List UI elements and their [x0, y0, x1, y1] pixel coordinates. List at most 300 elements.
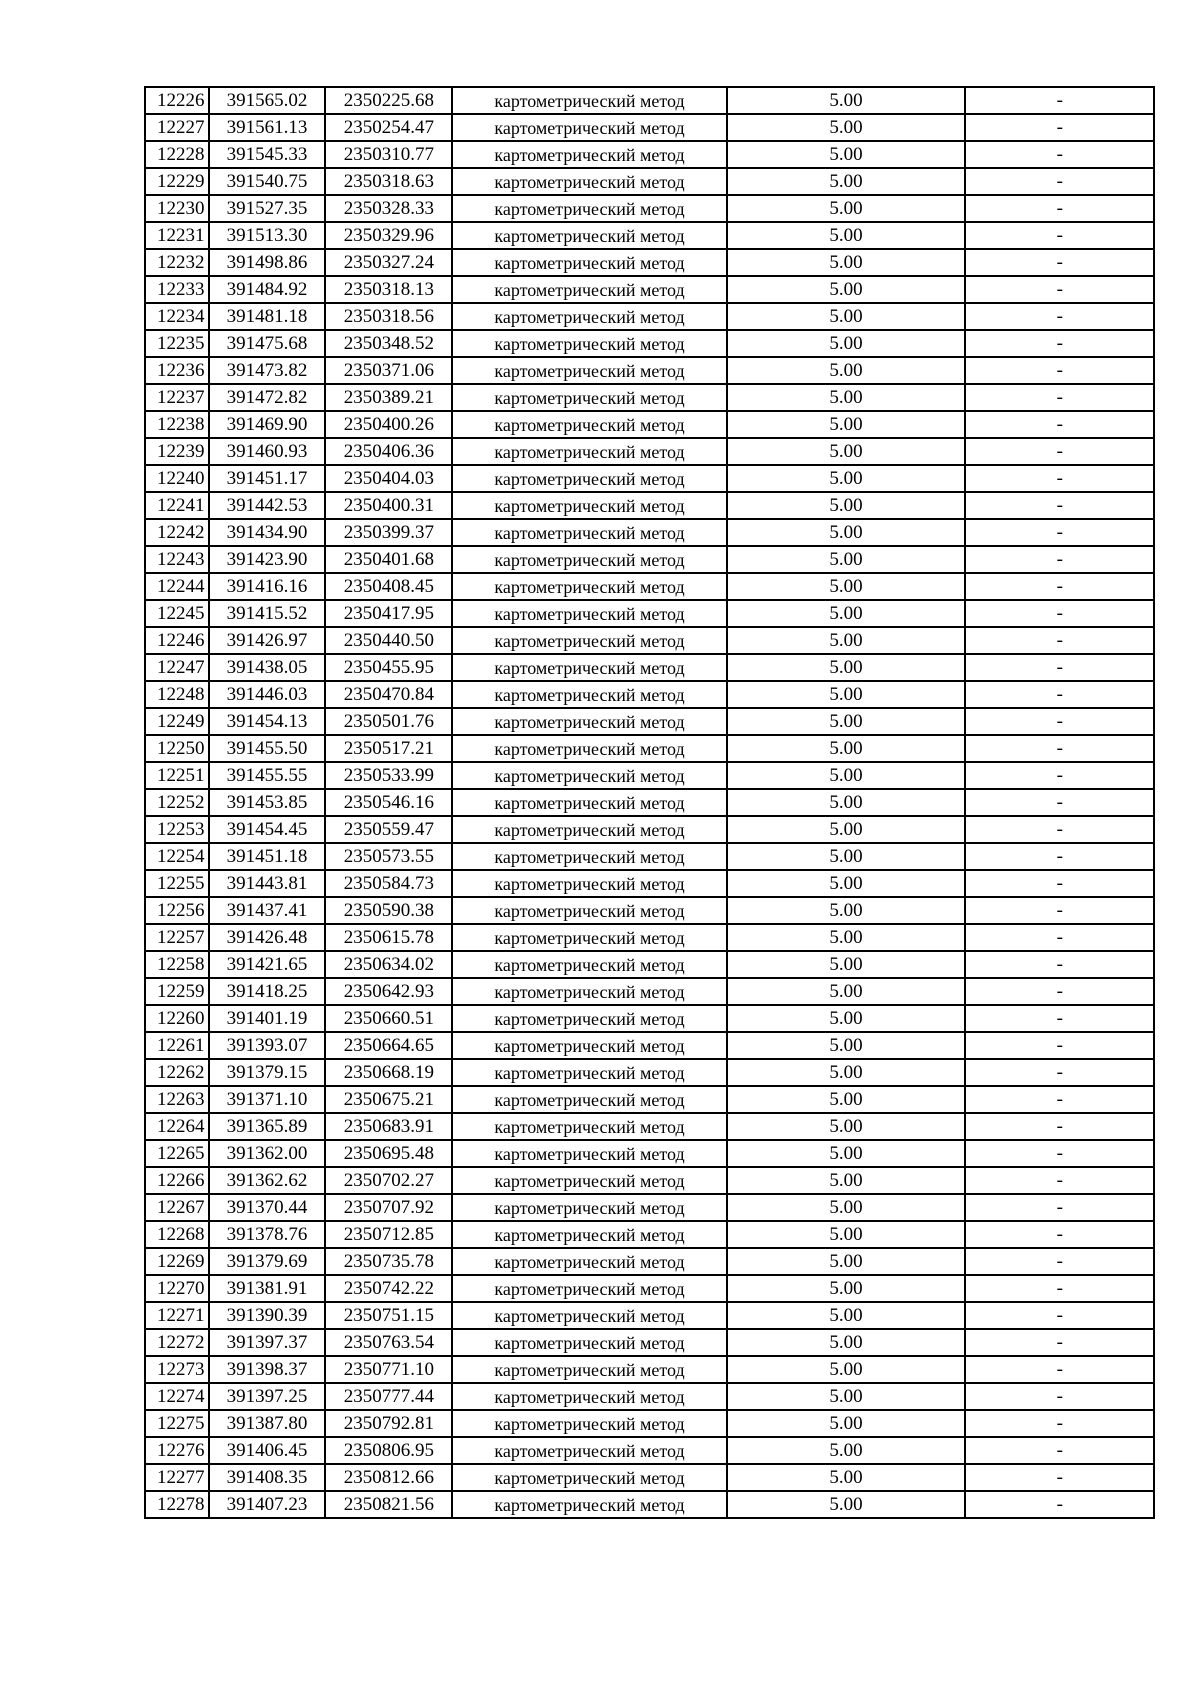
point-number-cell: 12260 — [145, 1005, 209, 1032]
table-row — [145, 1275, 1154, 1302]
accuracy-cell: 5.00 — [727, 951, 966, 978]
y-coordinate-cell: 2350533.99 — [325, 762, 452, 789]
accuracy-cell: 5.00 — [727, 681, 966, 708]
table-row — [145, 384, 1154, 411]
x-coordinate-cell: 391454.13 — [209, 708, 326, 735]
y-coordinate-cell: 2350371.06 — [325, 357, 452, 384]
y-coordinate-cell: 2350406.36 — [325, 438, 452, 465]
x-coordinate-cell: 391454.45 — [209, 816, 326, 843]
table-row — [145, 1248, 1154, 1275]
method-cell: картометрический метод — [452, 249, 726, 276]
method-cell: картометрический метод — [452, 762, 726, 789]
point-number-cell: 12251 — [145, 762, 209, 789]
y-coordinate-cell: 2350695.48 — [325, 1140, 452, 1167]
point-number-cell: 12268 — [145, 1221, 209, 1248]
point-number-cell: 12248 — [145, 681, 209, 708]
method-cell: картометрический метод — [452, 1329, 726, 1356]
accuracy-cell: 5.00 — [727, 924, 966, 951]
table-row — [145, 843, 1154, 870]
point-number-cell: 12234 — [145, 303, 209, 330]
table-row — [145, 951, 1154, 978]
table-row — [145, 357, 1154, 384]
x-coordinate-cell: 391434.90 — [209, 519, 326, 546]
accuracy-cell: 5.00 — [727, 1248, 966, 1275]
note-cell: - — [965, 1491, 1154, 1518]
note-cell: - — [965, 438, 1154, 465]
accuracy-cell: 5.00 — [727, 87, 966, 114]
note-cell: - — [965, 1329, 1154, 1356]
x-coordinate-cell: 391393.07 — [209, 1032, 326, 1059]
accuracy-cell: 5.00 — [727, 222, 966, 249]
method-cell: картометрический метод — [452, 411, 726, 438]
accuracy-cell: 5.00 — [727, 384, 966, 411]
y-coordinate-cell: 2350683.91 — [325, 1113, 452, 1140]
note-cell: - — [965, 573, 1154, 600]
note-cell: - — [965, 735, 1154, 762]
x-coordinate-cell: 391561.13 — [209, 114, 326, 141]
method-cell: картометрический метод — [452, 627, 726, 654]
note-cell: - — [965, 762, 1154, 789]
x-coordinate-cell: 391418.25 — [209, 978, 326, 1005]
method-cell: картометрический метод — [452, 546, 726, 573]
y-coordinate-cell: 2350702.27 — [325, 1167, 452, 1194]
table-row — [145, 1383, 1154, 1410]
y-coordinate-cell: 2350408.45 — [325, 573, 452, 600]
x-coordinate-cell: 391415.52 — [209, 600, 326, 627]
point-number-cell: 12266 — [145, 1167, 209, 1194]
method-cell: картометрический метод — [452, 843, 726, 870]
accuracy-cell: 5.00 — [727, 627, 966, 654]
method-cell: картометрический метод — [452, 465, 726, 492]
method-cell: картометрический метод — [452, 87, 726, 114]
table-row — [145, 1086, 1154, 1113]
method-cell: картометрический метод — [452, 1437, 726, 1464]
note-cell: - — [965, 411, 1154, 438]
x-coordinate-cell: 391371.10 — [209, 1086, 326, 1113]
accuracy-cell: 5.00 — [727, 546, 966, 573]
note-cell: - — [965, 87, 1154, 114]
point-number-cell: 12244 — [145, 573, 209, 600]
x-coordinate-cell: 391453.85 — [209, 789, 326, 816]
point-number-cell: 12277 — [145, 1464, 209, 1491]
point-number-cell: 12240 — [145, 465, 209, 492]
method-cell: картометрический метод — [452, 492, 726, 519]
accuracy-cell: 5.00 — [727, 492, 966, 519]
point-number-cell: 12237 — [145, 384, 209, 411]
accuracy-cell: 5.00 — [727, 195, 966, 222]
method-cell: картометрический метод — [452, 1005, 726, 1032]
note-cell: - — [965, 1221, 1154, 1248]
table-row — [145, 1140, 1154, 1167]
y-coordinate-cell: 2350642.93 — [325, 978, 452, 1005]
accuracy-cell: 5.00 — [727, 1059, 966, 1086]
table-row — [145, 114, 1154, 141]
note-cell: - — [965, 465, 1154, 492]
accuracy-cell: 5.00 — [727, 141, 966, 168]
y-coordinate-cell: 2350318.56 — [325, 303, 452, 330]
note-cell: - — [965, 816, 1154, 843]
accuracy-cell: 5.00 — [727, 843, 966, 870]
point-number-cell: 12256 — [145, 897, 209, 924]
note-cell: - — [965, 1140, 1154, 1167]
method-cell: картометрический метод — [452, 1086, 726, 1113]
accuracy-cell: 5.00 — [727, 573, 966, 600]
table-row — [145, 1059, 1154, 1086]
point-number-cell: 12257 — [145, 924, 209, 951]
note-cell: - — [965, 249, 1154, 276]
accuracy-cell: 5.00 — [727, 1005, 966, 1032]
point-number-cell: 12267 — [145, 1194, 209, 1221]
accuracy-cell: 5.00 — [727, 816, 966, 843]
note-cell: - — [965, 951, 1154, 978]
point-number-cell: 12269 — [145, 1248, 209, 1275]
table-row — [145, 546, 1154, 573]
note-cell: - — [965, 1437, 1154, 1464]
accuracy-cell: 5.00 — [727, 735, 966, 762]
method-cell: картометрический метод — [452, 1113, 726, 1140]
point-number-cell: 12250 — [145, 735, 209, 762]
accuracy-cell: 5.00 — [727, 1113, 966, 1140]
note-cell: - — [965, 1248, 1154, 1275]
method-cell: картометрический метод — [452, 1410, 726, 1437]
x-coordinate-cell: 391379.69 — [209, 1248, 326, 1275]
note-cell: - — [965, 843, 1154, 870]
method-cell: картометрический метод — [452, 1464, 726, 1491]
note-cell: - — [965, 1275, 1154, 1302]
note-cell: - — [965, 627, 1154, 654]
accuracy-cell: 5.00 — [727, 1140, 966, 1167]
accuracy-cell: 5.00 — [727, 654, 966, 681]
accuracy-cell: 5.00 — [727, 168, 966, 195]
method-cell: картометрический метод — [452, 114, 726, 141]
method-cell: картометрический метод — [452, 708, 726, 735]
x-coordinate-cell: 391398.37 — [209, 1356, 326, 1383]
x-coordinate-cell: 391362.62 — [209, 1167, 326, 1194]
accuracy-cell: 5.00 — [727, 1437, 966, 1464]
y-coordinate-cell: 2350310.77 — [325, 141, 452, 168]
y-coordinate-cell: 2350771.10 — [325, 1356, 452, 1383]
y-coordinate-cell: 2350660.51 — [325, 1005, 452, 1032]
x-coordinate-cell: 391437.41 — [209, 897, 326, 924]
note-cell: - — [965, 1302, 1154, 1329]
table-row — [145, 573, 1154, 600]
y-coordinate-cell: 2350400.31 — [325, 492, 452, 519]
table-row — [145, 1491, 1154, 1518]
point-number-cell: 12247 — [145, 654, 209, 681]
note-cell: - — [965, 114, 1154, 141]
y-coordinate-cell: 2350329.96 — [325, 222, 452, 249]
x-coordinate-cell: 391390.39 — [209, 1302, 326, 1329]
point-number-cell: 12242 — [145, 519, 209, 546]
note-cell: - — [965, 1167, 1154, 1194]
note-cell: - — [965, 1086, 1154, 1113]
point-number-cell: 12254 — [145, 843, 209, 870]
note-cell: - — [965, 1194, 1154, 1221]
note-cell: - — [965, 303, 1154, 330]
y-coordinate-cell: 2350440.50 — [325, 627, 452, 654]
note-cell: - — [965, 1113, 1154, 1140]
method-cell: картометрический метод — [452, 897, 726, 924]
x-coordinate-cell: 391426.97 — [209, 627, 326, 654]
note-cell: - — [965, 1464, 1154, 1491]
method-cell: картометрический метод — [452, 1275, 726, 1302]
point-number-cell: 12246 — [145, 627, 209, 654]
y-coordinate-cell: 2350777.44 — [325, 1383, 452, 1410]
point-number-cell: 12271 — [145, 1302, 209, 1329]
point-number-cell: 12229 — [145, 168, 209, 195]
accuracy-cell: 5.00 — [727, 870, 966, 897]
y-coordinate-cell: 2350318.13 — [325, 276, 452, 303]
x-coordinate-cell: 391421.65 — [209, 951, 326, 978]
table-row — [145, 600, 1154, 627]
x-coordinate-cell: 391484.92 — [209, 276, 326, 303]
point-number-cell: 12276 — [145, 1437, 209, 1464]
y-coordinate-cell: 2350517.21 — [325, 735, 452, 762]
x-coordinate-cell: 391406.45 — [209, 1437, 326, 1464]
y-coordinate-cell: 2350821.56 — [325, 1491, 452, 1518]
x-coordinate-cell: 391442.53 — [209, 492, 326, 519]
method-cell: картометрический метод — [452, 1059, 726, 1086]
x-coordinate-cell: 391446.03 — [209, 681, 326, 708]
point-number-cell: 12228 — [145, 141, 209, 168]
method-cell: картометрический метод — [452, 951, 726, 978]
note-cell: - — [965, 222, 1154, 249]
x-coordinate-cell: 391387.80 — [209, 1410, 326, 1437]
table-row — [145, 1032, 1154, 1059]
y-coordinate-cell: 2350559.47 — [325, 816, 452, 843]
method-cell: картометрический метод — [452, 573, 726, 600]
note-cell: - — [965, 546, 1154, 573]
note-cell: - — [965, 600, 1154, 627]
table-row — [145, 789, 1154, 816]
accuracy-cell: 5.00 — [727, 1194, 966, 1221]
y-coordinate-cell: 2350707.92 — [325, 1194, 452, 1221]
accuracy-cell: 5.00 — [727, 600, 966, 627]
table-row — [145, 1167, 1154, 1194]
x-coordinate-cell: 391475.68 — [209, 330, 326, 357]
point-number-cell: 12230 — [145, 195, 209, 222]
method-cell: картометрический метод — [452, 600, 726, 627]
method-cell: картометрический метод — [452, 870, 726, 897]
table-row — [145, 1302, 1154, 1329]
note-cell: - — [965, 1059, 1154, 1086]
y-coordinate-cell: 2350664.65 — [325, 1032, 452, 1059]
method-cell: картометрический метод — [452, 1383, 726, 1410]
table-row — [145, 519, 1154, 546]
x-coordinate-cell: 391472.82 — [209, 384, 326, 411]
point-number-cell: 12233 — [145, 276, 209, 303]
y-coordinate-cell: 2350225.68 — [325, 87, 452, 114]
table-row — [145, 195, 1154, 222]
x-coordinate-cell: 391426.48 — [209, 924, 326, 951]
x-coordinate-cell: 391381.91 — [209, 1275, 326, 1302]
y-coordinate-cell: 2350404.03 — [325, 465, 452, 492]
x-coordinate-cell: 391469.90 — [209, 411, 326, 438]
x-coordinate-cell: 391513.30 — [209, 222, 326, 249]
table-row — [145, 222, 1154, 249]
accuracy-cell: 5.00 — [727, 1491, 966, 1518]
accuracy-cell: 5.00 — [727, 1356, 966, 1383]
y-coordinate-cell: 2350546.16 — [325, 789, 452, 816]
x-coordinate-cell: 391451.17 — [209, 465, 326, 492]
x-coordinate-cell: 391438.05 — [209, 654, 326, 681]
table-row — [145, 276, 1154, 303]
accuracy-cell: 5.00 — [727, 330, 966, 357]
x-coordinate-cell: 391416.16 — [209, 573, 326, 600]
method-cell: картометрический метод — [452, 1194, 726, 1221]
table-row — [145, 816, 1154, 843]
accuracy-cell: 5.00 — [727, 1383, 966, 1410]
y-coordinate-cell: 2350328.33 — [325, 195, 452, 222]
point-number-cell: 12226 — [145, 87, 209, 114]
y-coordinate-cell: 2350634.02 — [325, 951, 452, 978]
note-cell: - — [965, 924, 1154, 951]
x-coordinate-cell: 391379.15 — [209, 1059, 326, 1086]
method-cell: картометрический метод — [452, 978, 726, 1005]
point-number-cell: 12270 — [145, 1275, 209, 1302]
table-row — [145, 492, 1154, 519]
accuracy-cell: 5.00 — [727, 438, 966, 465]
accuracy-cell: 5.00 — [727, 1464, 966, 1491]
point-number-cell: 12264 — [145, 1113, 209, 1140]
y-coordinate-cell: 2350501.76 — [325, 708, 452, 735]
method-cell: картометрический метод — [452, 1032, 726, 1059]
table-row — [145, 1005, 1154, 1032]
table-row — [145, 924, 1154, 951]
x-coordinate-cell: 391545.33 — [209, 141, 326, 168]
y-coordinate-cell: 2350399.37 — [325, 519, 452, 546]
note-cell: - — [965, 897, 1154, 924]
x-coordinate-cell: 391455.55 — [209, 762, 326, 789]
method-cell: картометрический метод — [452, 384, 726, 411]
x-coordinate-cell: 391401.19 — [209, 1005, 326, 1032]
method-cell: картометрический метод — [452, 303, 726, 330]
x-coordinate-cell: 391481.18 — [209, 303, 326, 330]
accuracy-cell: 5.00 — [727, 1410, 966, 1437]
note-cell: - — [965, 330, 1154, 357]
note-cell: - — [965, 168, 1154, 195]
accuracy-cell: 5.00 — [727, 978, 966, 1005]
accuracy-cell: 5.00 — [727, 303, 966, 330]
method-cell: картометрический метод — [452, 438, 726, 465]
table-row — [145, 897, 1154, 924]
method-cell: картометрический метод — [452, 789, 726, 816]
y-coordinate-cell: 2350348.52 — [325, 330, 452, 357]
y-coordinate-cell: 2350735.78 — [325, 1248, 452, 1275]
note-cell: - — [965, 357, 1154, 384]
table-row — [145, 465, 1154, 492]
point-number-cell: 12275 — [145, 1410, 209, 1437]
y-coordinate-cell: 2350573.55 — [325, 843, 452, 870]
note-cell: - — [965, 1383, 1154, 1410]
note-cell: - — [965, 1032, 1154, 1059]
method-cell: картометрический метод — [452, 1356, 726, 1383]
method-cell: картометрический метод — [452, 735, 726, 762]
y-coordinate-cell: 2350751.15 — [325, 1302, 452, 1329]
note-cell: - — [965, 870, 1154, 897]
point-number-cell: 12232 — [145, 249, 209, 276]
point-number-cell: 12272 — [145, 1329, 209, 1356]
y-coordinate-cell: 2350470.84 — [325, 681, 452, 708]
y-coordinate-cell: 2350327.24 — [325, 249, 452, 276]
accuracy-cell: 5.00 — [727, 1275, 966, 1302]
point-number-cell: 12263 — [145, 1086, 209, 1113]
accuracy-cell: 5.00 — [727, 465, 966, 492]
method-cell: картометрический метод — [452, 1491, 726, 1518]
point-number-cell: 12245 — [145, 600, 209, 627]
accuracy-cell: 5.00 — [727, 357, 966, 384]
table-row — [145, 627, 1154, 654]
x-coordinate-cell: 391565.02 — [209, 87, 326, 114]
accuracy-cell: 5.00 — [727, 1221, 966, 1248]
point-number-cell: 12259 — [145, 978, 209, 1005]
table-row — [145, 1356, 1154, 1383]
point-number-cell: 12252 — [145, 789, 209, 816]
y-coordinate-cell: 2350590.38 — [325, 897, 452, 924]
y-coordinate-cell: 2350455.95 — [325, 654, 452, 681]
point-number-cell: 12262 — [145, 1059, 209, 1086]
x-coordinate-cell: 391408.35 — [209, 1464, 326, 1491]
note-cell: - — [965, 654, 1154, 681]
y-coordinate-cell: 2350668.19 — [325, 1059, 452, 1086]
note-cell: - — [965, 708, 1154, 735]
method-cell: картометрический метод — [452, 1248, 726, 1275]
note-cell: - — [965, 1005, 1154, 1032]
method-cell: картометрический метод — [452, 276, 726, 303]
note-cell: - — [965, 978, 1154, 1005]
method-cell: картометрический метод — [452, 1167, 726, 1194]
table-row — [145, 681, 1154, 708]
method-cell: картометрический метод — [452, 654, 726, 681]
table-row — [145, 438, 1154, 465]
x-coordinate-cell: 391407.23 — [209, 1491, 326, 1518]
note-cell: - — [965, 1356, 1154, 1383]
note-cell: - — [965, 789, 1154, 816]
y-coordinate-cell: 2350584.73 — [325, 870, 452, 897]
x-coordinate-cell: 391473.82 — [209, 357, 326, 384]
method-cell: картометрический метод — [452, 924, 726, 951]
point-number-cell: 12231 — [145, 222, 209, 249]
accuracy-cell: 5.00 — [727, 1302, 966, 1329]
point-number-cell: 12241 — [145, 492, 209, 519]
point-number-cell: 12243 — [145, 546, 209, 573]
note-cell: - — [965, 384, 1154, 411]
point-number-cell: 12249 — [145, 708, 209, 735]
accuracy-cell: 5.00 — [727, 789, 966, 816]
accuracy-cell: 5.00 — [727, 1032, 966, 1059]
y-coordinate-cell: 2350806.95 — [325, 1437, 452, 1464]
point-number-cell: 12227 — [145, 114, 209, 141]
table-row — [145, 168, 1154, 195]
point-number-cell: 12273 — [145, 1356, 209, 1383]
table-row — [145, 87, 1154, 114]
table-row — [145, 1194, 1154, 1221]
x-coordinate-cell: 391451.18 — [209, 843, 326, 870]
y-coordinate-cell: 2350318.63 — [325, 168, 452, 195]
accuracy-cell: 5.00 — [727, 1329, 966, 1356]
method-cell: картометрический метод — [452, 1140, 726, 1167]
table-row — [145, 141, 1154, 168]
x-coordinate-cell: 391498.86 — [209, 249, 326, 276]
point-number-cell: 12253 — [145, 816, 209, 843]
x-coordinate-cell: 391365.89 — [209, 1113, 326, 1140]
table-row — [145, 870, 1154, 897]
method-cell: картометрический метод — [452, 357, 726, 384]
accuracy-cell: 5.00 — [727, 519, 966, 546]
point-number-cell: 12265 — [145, 1140, 209, 1167]
point-number-cell: 12255 — [145, 870, 209, 897]
accuracy-cell: 5.00 — [727, 114, 966, 141]
